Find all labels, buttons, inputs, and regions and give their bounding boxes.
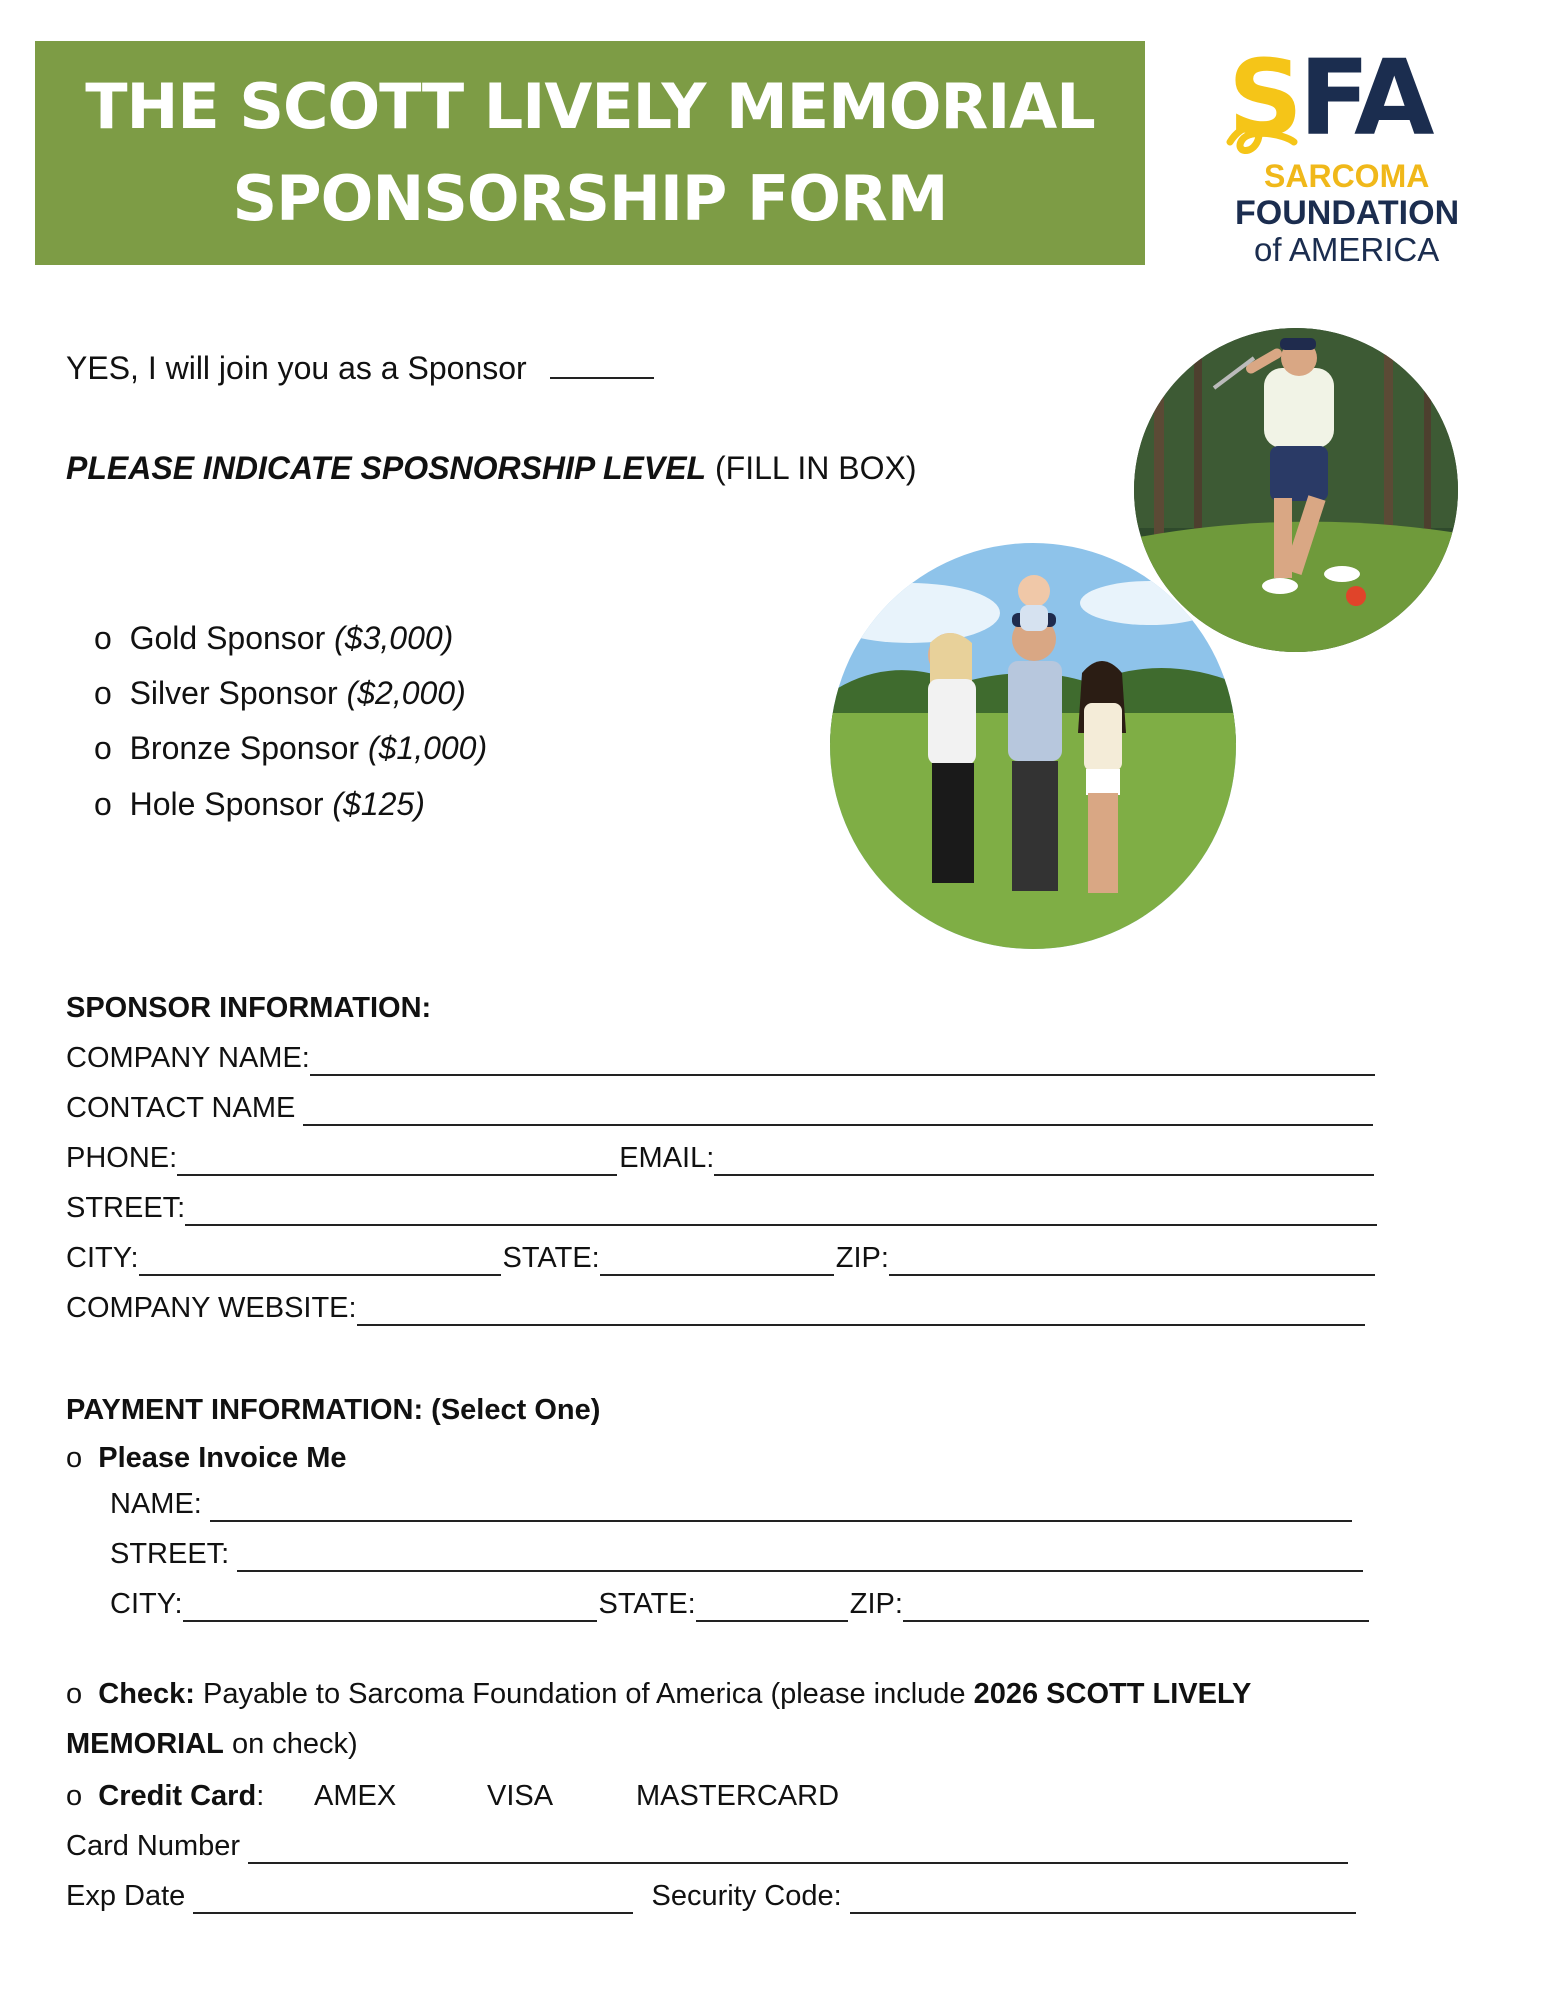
invoice-street-input[interactable]	[237, 1542, 1363, 1572]
phone-email-row: PHONE: EMAIL:	[66, 1140, 1376, 1176]
invoice-city-input[interactable]	[183, 1592, 597, 1622]
check-option-cont: MEMORIAL on check)	[66, 1728, 358, 1760]
email-input[interactable]	[714, 1146, 1374, 1176]
card-type-visa[interactable]: VISA	[487, 1780, 554, 1812]
logo-of-america: of AMERICA	[1254, 231, 1440, 268]
title-banner	[35, 41, 1145, 265]
level-bronze[interactable]: o Bronze Sponsor ($1,000)	[94, 730, 488, 766]
card-type-mastercard[interactable]: MASTERCARD	[636, 1780, 840, 1812]
city-input[interactable]	[139, 1246, 501, 1276]
title-line-1: THE SCOTT LIVELY MEMORIAL	[85, 70, 1095, 143]
logo-mark: SFA	[1228, 37, 1431, 159]
sfa-logo	[1228, 37, 1478, 270]
invoice-zip-input[interactable]	[903, 1592, 1369, 1622]
website-row: COMPANY WEBSITE:	[66, 1290, 1367, 1326]
contact-name-row: CONTACT NAME	[66, 1090, 1375, 1126]
invoice-city-row: CITY: STATE: ZIP:	[110, 1586, 1371, 1622]
join-line: YES, I will join you as a Sponsor	[66, 348, 654, 388]
invoice-name-input[interactable]	[210, 1492, 1352, 1522]
card-number-row: Card Number	[66, 1828, 1350, 1864]
level-gold[interactable]: o Gold Sponsor ($3,000)	[94, 620, 454, 656]
card-type-amex[interactable]: AMEX	[314, 1780, 397, 1812]
phone-input[interactable]	[177, 1146, 617, 1176]
invoice-option[interactable]: o Please Invoice Me	[66, 1442, 347, 1474]
security-code-input[interactable]	[850, 1884, 1356, 1914]
invoice-state-input[interactable]	[696, 1592, 848, 1622]
title-line-2: SPONSORSHIP FORM	[232, 162, 948, 235]
logo-foundation: FOUNDATION	[1235, 194, 1460, 232]
credit-card-option[interactable]: o Credit Card:	[66, 1780, 265, 1812]
state-input[interactable]	[600, 1246, 834, 1276]
family-photo	[830, 543, 1236, 949]
company-name-input[interactable]	[310, 1046, 1375, 1076]
level-hole[interactable]: o Hole Sponsor ($125)	[94, 786, 425, 822]
invoice-name-row: NAME:	[110, 1486, 1354, 1522]
logo-sarcoma: SARCOMA	[1264, 158, 1430, 194]
card-number-input[interactable]	[248, 1834, 1348, 1864]
city-state-zip-row: CITY: STATE: ZIP:	[66, 1240, 1377, 1276]
payment-heading: PAYMENT INFORMATION: (Select One)	[66, 1394, 601, 1426]
exp-security-row: Exp Date Security Code:	[66, 1878, 1358, 1914]
level-heading: PLEASE INDICATE SPOSNORSHIP LEVEL (FILL IN BOX)	[66, 450, 917, 486]
golfer-photo	[1134, 328, 1458, 652]
ribbon-swirl-icon	[1224, 112, 1314, 162]
invoice-street-row: STREET:	[110, 1536, 1365, 1572]
join-blank[interactable]	[550, 351, 654, 379]
sponsor-info-heading: SPONSOR INFORMATION:	[66, 992, 432, 1024]
golfer-image	[1134, 328, 1458, 652]
street-row: STREET:	[66, 1190, 1379, 1226]
family-image	[830, 543, 1236, 949]
check-option[interactable]: o Check: Payable to Sarcoma Foundation of America (please include 2026 SCOTT LIVELY	[66, 1678, 1252, 1710]
exp-date-input[interactable]	[193, 1884, 633, 1914]
street-input[interactable]	[185, 1196, 1377, 1226]
contact-name-input[interactable]	[303, 1096, 1373, 1126]
website-input[interactable]	[357, 1296, 1365, 1326]
company-name-row: COMPANY NAME:	[66, 1040, 1377, 1076]
zip-input[interactable]	[889, 1246, 1375, 1276]
level-silver[interactable]: o Silver Sponsor ($2,000)	[94, 675, 466, 711]
